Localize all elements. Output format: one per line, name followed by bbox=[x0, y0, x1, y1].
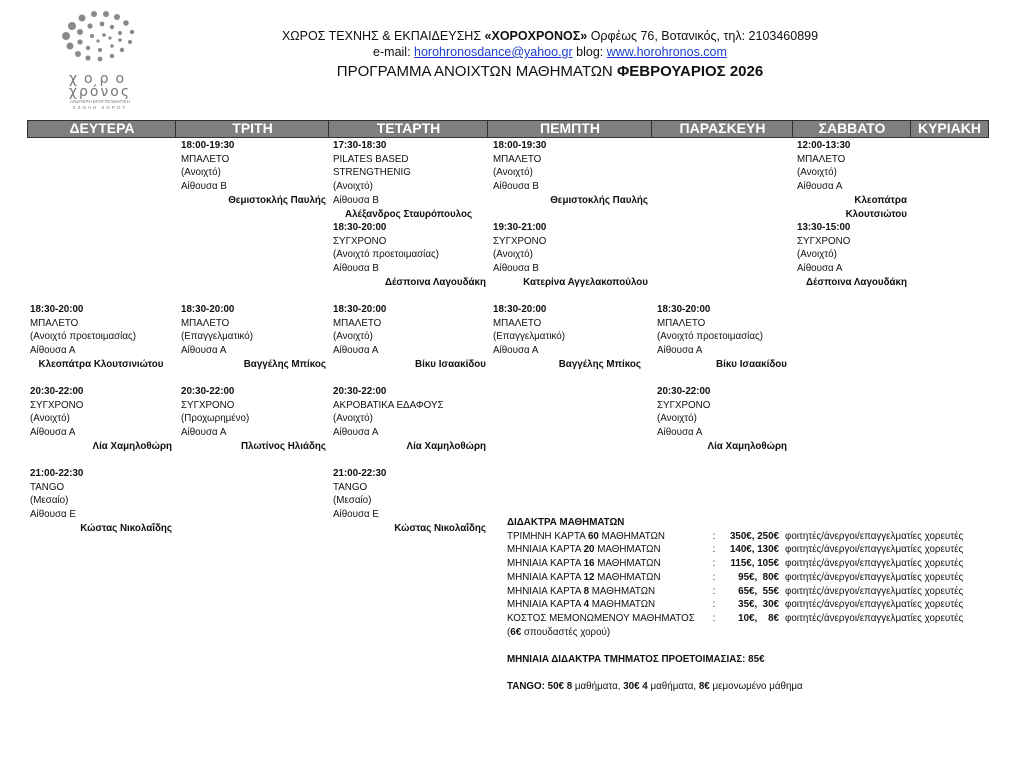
class-cell bbox=[493, 303, 641, 372]
class-level: (Ανοιχτό προετοιμασίας) bbox=[333, 249, 440, 261]
fee-label: ΜΗΝΙΑΙΑ ΚΑΡΤΑ 20 ΜΑΘΗΜΑΤΩΝ bbox=[507, 544, 661, 556]
class-time: 18:30-20:00 bbox=[333, 222, 387, 233]
class-name: ΜΠΑΛΕΤΟ bbox=[181, 317, 230, 329]
logo-dots-icon bbox=[50, 8, 150, 68]
class-cell bbox=[30, 385, 172, 454]
fee-label: ΚΟΣΤΟΣ ΜΕΜΟΝΩΜΕΝΟΥ ΜΑΘΗΜΑΤΟΣ bbox=[507, 612, 695, 624]
class-time: 19:30-21:00 bbox=[493, 222, 547, 233]
class-level: (Ανοιχτό) bbox=[333, 181, 373, 193]
class-cell bbox=[30, 303, 172, 372]
class-teacher: Βίκυ Ισαακίδου bbox=[415, 358, 486, 370]
fee-label: ΤΡΙΜΗΝΗ ΚΑΡΤΑ 60 ΜΑΘΗΜΑΤΩΝ bbox=[507, 530, 665, 542]
class-name: ΣΥΓΧΡΟΝΟ bbox=[333, 235, 387, 247]
fee-colon: : bbox=[712, 612, 716, 624]
class-time: 21:00-22:30 bbox=[333, 468, 387, 479]
class-teacher: Δέσποινα Λαγουδάκη bbox=[384, 276, 486, 288]
class-room: Αίθουσα Α bbox=[797, 263, 843, 275]
class-teacher: Κλεοπάτρα Κλουτσινιώτου bbox=[38, 358, 164, 370]
class-teacher: Βαγγέλης Μπίκος bbox=[558, 358, 641, 370]
logo-text-1: χορο bbox=[68, 71, 132, 87]
class-teacher: Δέσποινα Λαγουδάκη bbox=[805, 276, 907, 288]
class-cell bbox=[333, 303, 486, 372]
class-teacher: Βίκυ Ισαακίδου bbox=[716, 358, 787, 370]
page-title bbox=[160, 63, 940, 80]
title-text: ΠΡΟΓΡΑΜΜΑ ΑΝΟΙΧΤΩΝ ΜΑΘΗΜΑΤΩΝ bbox=[336, 63, 617, 80]
class-room: Αίθουσα Β bbox=[333, 194, 379, 206]
day-header-sunday: ΚΥΡΙΑΚΗ bbox=[910, 120, 989, 138]
school-type: ΧΩΡΟΣ ΤΕΧΝΗΣ & ΕΚΠΑΙΔΕΥΣΗΣ bbox=[281, 29, 485, 43]
class-teacher: Λία Χαμηλοθώρη bbox=[92, 440, 172, 452]
class-room: Αίθουσα Α bbox=[657, 345, 703, 357]
class-name: ΜΠΑΛΕΤΟ bbox=[333, 317, 382, 329]
fee-row bbox=[507, 571, 987, 585]
fees-section bbox=[507, 516, 987, 639]
class-cell bbox=[181, 385, 326, 454]
class-cell bbox=[797, 221, 907, 290]
fees-title: ΔΙΔΑΚΤΡΑ ΜΑΘΗΜΑΤΩΝ bbox=[507, 517, 625, 528]
tango-fees: TANGO: 50€ 8 μαθήματα, 30€ 4 μαθήματα, 8€ μεμονωμένο μάθημα bbox=[507, 681, 803, 692]
logo-text-2: χρόνος bbox=[68, 84, 132, 100]
class-time: 21:00-22:30 bbox=[30, 468, 84, 479]
class-name: ΜΠΑΛΕΤΟ bbox=[657, 317, 706, 329]
class-level: (Ανοιχτό) bbox=[333, 331, 373, 343]
day-header-wednesday: ΤΕΤΑΡΤΗ bbox=[328, 120, 489, 138]
logo-text-3: ΑΝΩΤΕΡΗ ΕΠΑΓΓΕΛΜΑΤΙΚΗ bbox=[70, 99, 130, 104]
class-room: Αίθουσα Α bbox=[181, 427, 227, 439]
class-time: 18:30-20:00 bbox=[493, 304, 547, 315]
class-time: 17:30-18:30 bbox=[333, 140, 387, 151]
school-address: Ορφέως 76, Βοτανικός, τηλ: 2103460899 bbox=[587, 29, 819, 43]
class-time: 18:00-19:30 bbox=[493, 140, 547, 151]
class-teacher: Αλέξανδρος Σταυρόπουλος bbox=[345, 208, 473, 220]
fee-row bbox=[507, 612, 987, 626]
class-room: Αίθουσα Α bbox=[30, 427, 76, 439]
class-cell bbox=[657, 303, 787, 372]
day-header-monday: ΔΕΥΤΕΡΑ bbox=[27, 120, 177, 138]
class-room: Αίθουσα Β bbox=[493, 263, 539, 275]
prep-fee: ΜΗΝΙΑΙΑ ΔΙΔΑΚΤΡΑ ΤΜΗΜΑΤΟΣ ΠΡΟΕΤΟΙΜΑΣΙΑΣ: 85€ bbox=[507, 654, 765, 665]
class-teacher: Θεμιστοκλής Παυλής bbox=[550, 194, 648, 206]
class-time: 20:30-22:00 bbox=[181, 386, 235, 397]
class-room: Αίθουσα Α bbox=[333, 427, 379, 439]
fee-desc: φοιτητές/άνεργοι/επαγγελματίες χορευτές bbox=[785, 585, 964, 597]
fee-desc: φοιτητές/άνεργοι/επαγγελματίες χορευτές bbox=[785, 544, 964, 556]
class-level: (Ανοιχτό) bbox=[493, 249, 533, 261]
fee-colon: : bbox=[712, 558, 716, 570]
class-time: 18:30-20:00 bbox=[333, 304, 387, 315]
class-name: TANGO bbox=[333, 481, 368, 493]
class-level: (Ανοιχτό) bbox=[797, 249, 837, 261]
class-level: (Προχωρημένο) bbox=[181, 413, 250, 425]
day-header-saturday: ΣΑΒΒΑΤΟ bbox=[792, 120, 912, 138]
class-time: 18:30-20:00 bbox=[30, 304, 84, 315]
fee-row bbox=[507, 557, 987, 571]
fee-colon: : bbox=[712, 571, 716, 583]
class-time: 18:30-20:00 bbox=[657, 304, 711, 315]
class-cell bbox=[333, 139, 486, 221]
fee-colon: : bbox=[712, 530, 716, 542]
fee-label: ΜΗΝΙΑΙΑ ΚΑΡΤΑ 12 ΜΑΘΗΜΑΤΩΝ bbox=[507, 571, 661, 583]
school-logo bbox=[50, 8, 150, 110]
fee-note: (6€ σπουδαστές χορού) bbox=[507, 626, 611, 638]
class-room: Αίθουσα Ε bbox=[333, 509, 379, 521]
class-room: Αίθουσα Α bbox=[493, 345, 539, 357]
class-time: 18:30-20:00 bbox=[181, 304, 235, 315]
class-level: (Ανοιχτό) bbox=[333, 413, 373, 425]
class-name: ΜΠΑΛΕΤΟ bbox=[493, 153, 542, 165]
class-cell bbox=[181, 303, 326, 372]
class-cell bbox=[333, 385, 486, 454]
class-level: (Ανοιχτό) bbox=[30, 413, 70, 425]
class-level: (Μεσαίο) bbox=[333, 495, 372, 507]
class-room: Αίθουσα Α bbox=[30, 345, 76, 357]
fee-colon: : bbox=[712, 585, 716, 597]
class-name: ΜΠΑΛΕΤΟ bbox=[30, 317, 79, 329]
fee-price: 140€, 130€ bbox=[729, 544, 779, 556]
class-cell bbox=[797, 139, 907, 221]
fee-row bbox=[507, 585, 987, 599]
class-level: (Ανοιχτό προετοιμασίας) bbox=[657, 331, 764, 343]
class-cell bbox=[30, 467, 172, 536]
class-level: (Μεσαίο) bbox=[30, 495, 69, 507]
class-name: ΜΠΑΛΕΤΟ bbox=[181, 153, 230, 165]
class-time: 20:30-22:00 bbox=[333, 386, 387, 397]
fee-price: 115€, 105€ bbox=[730, 558, 779, 570]
class-name: ΣΥΓΧΡΟΝΟ bbox=[797, 235, 851, 247]
class-teacher: Κώστας Νικολαΐδης bbox=[394, 522, 486, 534]
class-level: (Ανοιχτό προετοιμασίας) bbox=[30, 331, 137, 343]
class-room: Αίθουσα Β bbox=[493, 181, 539, 193]
class-level: (Ανοιχτό) bbox=[657, 413, 697, 425]
class-name: ΣΥΓΧΡΟΝΟ bbox=[493, 235, 547, 247]
class-level: (Ανοιχτό) bbox=[797, 167, 837, 179]
class-name: ΣΥΓΧΡΟΝΟ bbox=[30, 399, 84, 411]
fee-desc: φοιτητές/άνεργοι/επαγγελματίες χορευτές bbox=[785, 530, 964, 542]
fee-label: ΜΗΝΙΑΙΑ ΚΑΡΤΑ 4 ΜΑΘΗΜΑΤΩΝ bbox=[507, 599, 656, 611]
school-name: «ΧΟΡΟΧΡΟΝΟΣ» bbox=[484, 29, 588, 43]
class-name: PILATES BASED STRENGTHENIG bbox=[333, 153, 411, 179]
class-level: (Ανοιχτό) bbox=[493, 167, 533, 179]
fee-price: 10€, 8€ bbox=[738, 612, 779, 624]
class-room: Αίθουσα Α bbox=[181, 345, 227, 357]
class-time: 13:30-15:00 bbox=[797, 222, 851, 233]
fee-desc: φοιτητές/άνεργοι/επαγγελματίες χορευτές bbox=[785, 571, 964, 583]
class-teacher: Λία Χαμηλοθώρη bbox=[707, 440, 787, 452]
fee-label: ΜΗΝΙΑΙΑ ΚΑΡΤΑ 16 ΜΑΘΗΜΑΤΩΝ bbox=[507, 558, 661, 570]
class-time: 12:00-13:30 bbox=[797, 140, 851, 151]
fee-desc: φοιτητές/άνεργοι/επαγγελματίες χορευτές bbox=[785, 558, 964, 570]
fee-row bbox=[507, 598, 987, 612]
class-name: TANGO bbox=[30, 481, 65, 493]
class-level: (Επαγγελματικό) bbox=[181, 331, 253, 343]
blog-link[interactable]: www.horohronos.com bbox=[606, 45, 727, 59]
class-name: ΣΥΓΧΡΟΝΟ bbox=[181, 399, 235, 411]
email-link[interactable]: horohronosdance@yahoo.gr bbox=[414, 45, 573, 59]
fee-price: 65€, 55€ bbox=[738, 585, 779, 597]
class-room: Αίθουσα Β bbox=[181, 181, 227, 193]
fee-price: 350€, 250€ bbox=[729, 530, 779, 542]
class-cell bbox=[493, 221, 648, 290]
fee-label: ΜΗΝΙΑΙΑ ΚΑΡΤΑ 8 ΜΑΘΗΜΑΤΩΝ bbox=[507, 585, 656, 597]
class-room: Αίθουσα Α bbox=[797, 181, 843, 193]
class-room: Αίθουσα Ε bbox=[30, 509, 76, 521]
fee-row bbox=[507, 530, 987, 544]
class-level: (Ανοιχτό) bbox=[181, 167, 221, 179]
logo-text-4: ΣΧΟΛΗ ΧΟΡΟΥ bbox=[72, 105, 128, 110]
class-time: 20:30-22:00 bbox=[30, 386, 84, 397]
class-cell bbox=[181, 139, 326, 208]
class-name: ΜΠΑΛΕΤΟ bbox=[493, 317, 542, 329]
day-header-tuesday: ΤΡΙΤΗ bbox=[175, 120, 330, 138]
class-time: 20:30-22:00 bbox=[657, 386, 711, 397]
contact-line bbox=[160, 45, 940, 59]
class-time: 18:00-19:30 bbox=[181, 140, 235, 151]
day-header-friday: ΠΑΡΑΣΚΕΥΗ bbox=[651, 120, 794, 138]
fee-price: 95€, 80€ bbox=[738, 571, 779, 583]
class-teacher: Κλεοπάτρα bbox=[854, 194, 907, 206]
fee-price: 35€, 30€ bbox=[738, 599, 779, 611]
class-teacher: Κατερίνα Αγγελακοπούλου bbox=[523, 276, 648, 288]
class-teacher: Λία Χαμηλοθώρη bbox=[406, 440, 486, 452]
class-teacher: Βαγγέλης Μπίκος bbox=[243, 358, 326, 370]
class-room: Αίθουσα Α bbox=[657, 427, 703, 439]
day-header-thursday: ΠΕΜΠΤΗ bbox=[487, 120, 653, 138]
class-cell bbox=[657, 385, 787, 454]
fee-desc: φοιτητές/άνεργοι/επαγγελματίες χορευτές bbox=[785, 612, 964, 624]
fee-desc: φοιτητές/άνεργοι/επαγγελματίες χορευτές bbox=[785, 599, 964, 611]
class-cell bbox=[493, 139, 648, 208]
class-room: Αίθουσα Β bbox=[333, 263, 379, 275]
class-name: ΑΚΡΟΒΑΤΙΚΑ ΕΔΑΦΟΥΣ bbox=[333, 399, 444, 411]
title-month: ΦΕΒΡΟΥΑΡΙΟΣ 2026 bbox=[616, 63, 764, 80]
class-teacher: Θεμιστοκλής Παυλής bbox=[228, 194, 326, 206]
fee-colon: : bbox=[712, 599, 716, 611]
class-name: ΜΠΑΛΕΤΟ bbox=[797, 153, 846, 165]
class-name: ΣΥΓΧΡΟΝΟ bbox=[657, 399, 711, 411]
class-room: Αίθουσα Α bbox=[333, 345, 379, 357]
class-teacher-surname: Κλουτσιώτου bbox=[845, 208, 907, 220]
class-teacher: Πλωτίνος Ηλιάδης bbox=[240, 440, 326, 452]
class-cell bbox=[333, 221, 486, 290]
class-teacher: Κώστας Νικολαΐδης bbox=[80, 522, 172, 534]
class-cell bbox=[333, 467, 486, 536]
fee-colon: : bbox=[712, 544, 716, 556]
fee-row bbox=[507, 543, 987, 557]
school-info bbox=[160, 29, 940, 43]
class-level: (Επαγγελματικό) bbox=[493, 331, 565, 343]
blog-label: blog: bbox=[572, 45, 607, 59]
email-label: e-mail: bbox=[373, 45, 415, 59]
